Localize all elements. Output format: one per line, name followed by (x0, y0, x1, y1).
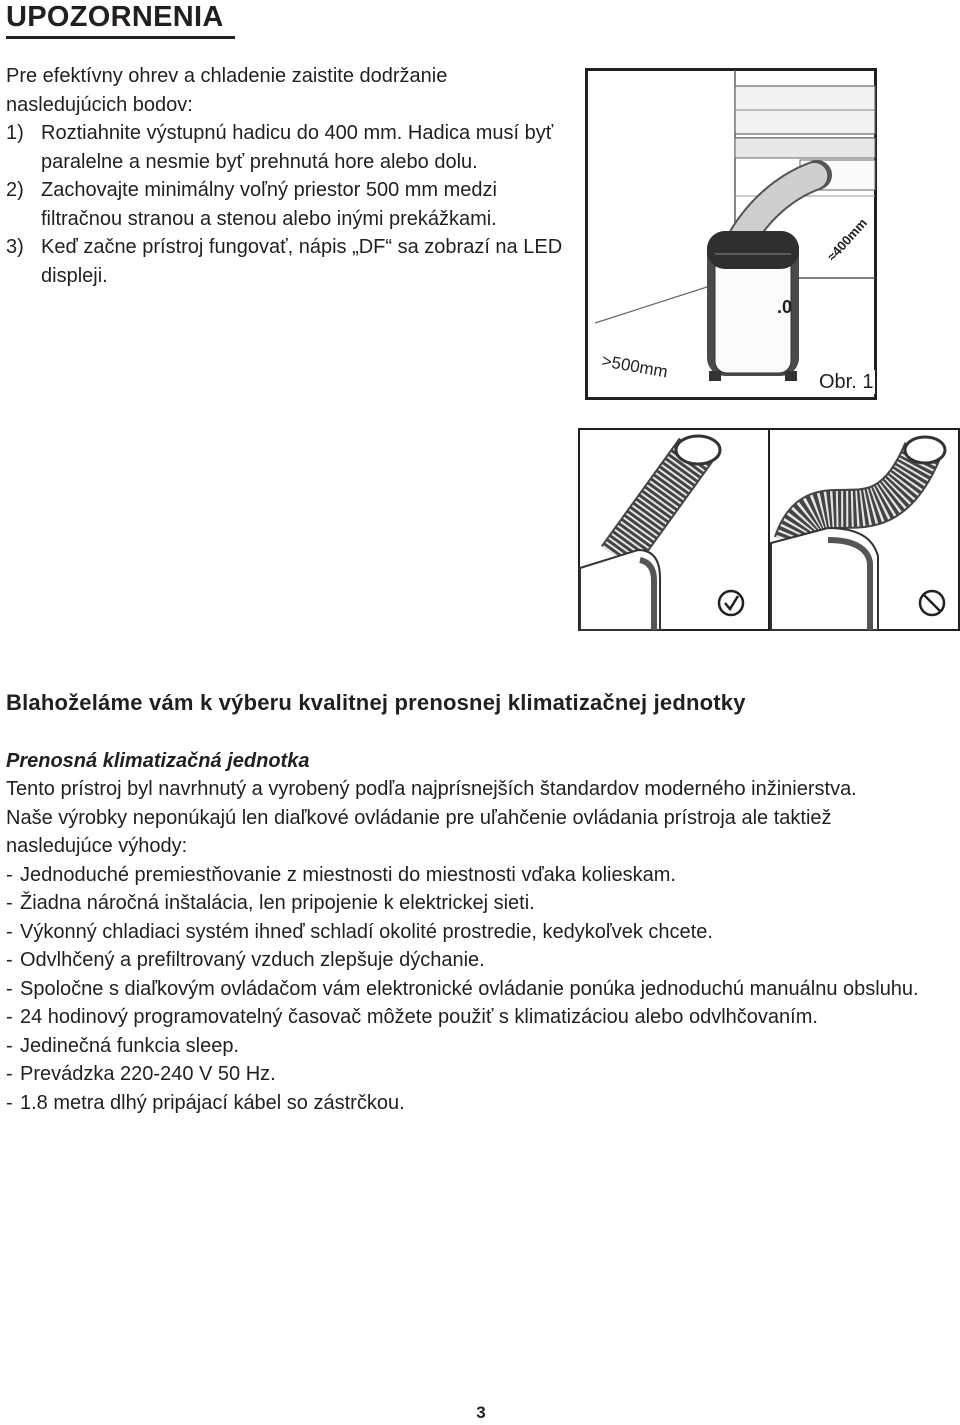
feature-item: - Žiadna náročná inštalácia, len pripojenie k elektrickej sieti. (6, 892, 535, 914)
figure-1-display-text: .0 (777, 297, 793, 317)
feature-text: Prevádzka 220-240 V 50 Hz. (20, 1063, 276, 1085)
figure-1-placement-diagram (585, 68, 877, 400)
feature-item: - 24 hodinový programovatelný časovač môžete použiť s klimatizáciou alebo odvlhčovaním. (6, 1006, 818, 1028)
figure-1-caption: Obr. 1 (819, 371, 874, 393)
feature-text: Žiadna náročná inštalácia, len pripojenie k elektrickej sieti. (20, 892, 535, 914)
feature-text: Jedinečná funkcia sleep. (20, 1034, 240, 1057)
feature-item: - Spoločne s diaľkovým ovládačom vám elektronické ovládanie ponúka jednoduchú manuálnu obsluhu. (6, 977, 919, 1000)
feature-item: - Jedinečná funkcia sleep. (6, 1034, 240, 1057)
feature-text: Jednoduché premiestňovanie z miestnosti do miestnosti vďaka kolieskam. (20, 863, 676, 886)
feature-text: Odvlhčený a prefiltrovaný vzduch zlepšuje dýchanie. (20, 949, 485, 971)
warning-item (6, 176, 566, 233)
intro-paragraph: Naše výrobky neponúkajú len diaľkové ovládanie pre uľahčenie ovládania prístroja ale taktiež nasledujúce výhody: (6, 806, 832, 857)
warnings-heading: UPOZORNENIA (6, 0, 235, 39)
feature-text: 24 hodinový programovatelný časovač môžete použiť s klimatizáciou alebo odvlhčovaním. (20, 1006, 818, 1028)
feature-item: - 1.8 metra dlhý pripájací kábel so zástrčkou. (6, 1091, 405, 1114)
warnings-list (6, 119, 566, 290)
feature-item: - Prevádzka 220-240 V 50 Hz. (6, 1063, 276, 1085)
features-list (6, 861, 936, 1118)
section-title: Blahoželáme vám k výberu kvalitnej prenosnej klimatizačnej jednotky (6, 690, 746, 715)
warning-number: 3) (6, 236, 24, 258)
warning-item (6, 233, 566, 290)
feature-text: Výkonný chladiaci systém ihneď schladí okolité prostredie, kedykoľvek chcete. (20, 920, 713, 943)
feature-item: - Odvlhčený a prefiltrovaný vzduch zlepšuje dýchanie. (6, 949, 485, 971)
figure-1-clearance-label: >500mm (600, 351, 670, 382)
warning-text: Keď začne prístroj fungovať, nápis „DF“ sa zobrazí na LED displeji. (41, 236, 563, 287)
feature-item: - Výkonný chladiaci systém ihneď schladí okolité prostredie, kedykoľvek chcete. (6, 920, 713, 943)
feature-text: Spoločne s diaľkovým ovládačom vám elektronické ovládanie ponúka jednoduchú manuálnu obsluhu. (20, 977, 919, 1000)
page-number: 3 (476, 1403, 486, 1422)
warning-text: Roztiahnite výstupnú hadicu do 400 mm. Hadica musí byť paralelne a nesmie byť prehnutá hore alebo dolu. (41, 122, 554, 173)
warning-item (6, 119, 566, 176)
figure-1-hose-length-label: ≈400mm (824, 215, 870, 265)
intro-paragraph: Tento prístroj byl navrhnutý a vyrobený podľa najprísnejších štandardov moderného inžinierstva. (6, 778, 857, 800)
warning-number: 2) (6, 179, 24, 201)
intro-body (6, 775, 936, 1117)
warnings-intro: Pre efektívny ohrev a chladenie zaistite dodržanie nasledujúcich bodov: (6, 65, 448, 116)
warning-text: Zachovajte minimálny voľný priestor 500 mm medzi filtračnou stranou a stenou alebo inými prekážkami. (41, 179, 497, 230)
feature-item: - Jednoduché premiestňovanie z miestnosti do miestnosti vďaka kolieskam. (6, 863, 676, 886)
figure-2-hose-orientation (578, 428, 960, 631)
section-subtitle: Prenosná klimatizačná jednotka (6, 750, 310, 772)
warning-number: 1) (6, 122, 24, 144)
feature-text: 1.8 metra dlhý pripájací kábel so zástrčkou. (20, 1091, 405, 1114)
